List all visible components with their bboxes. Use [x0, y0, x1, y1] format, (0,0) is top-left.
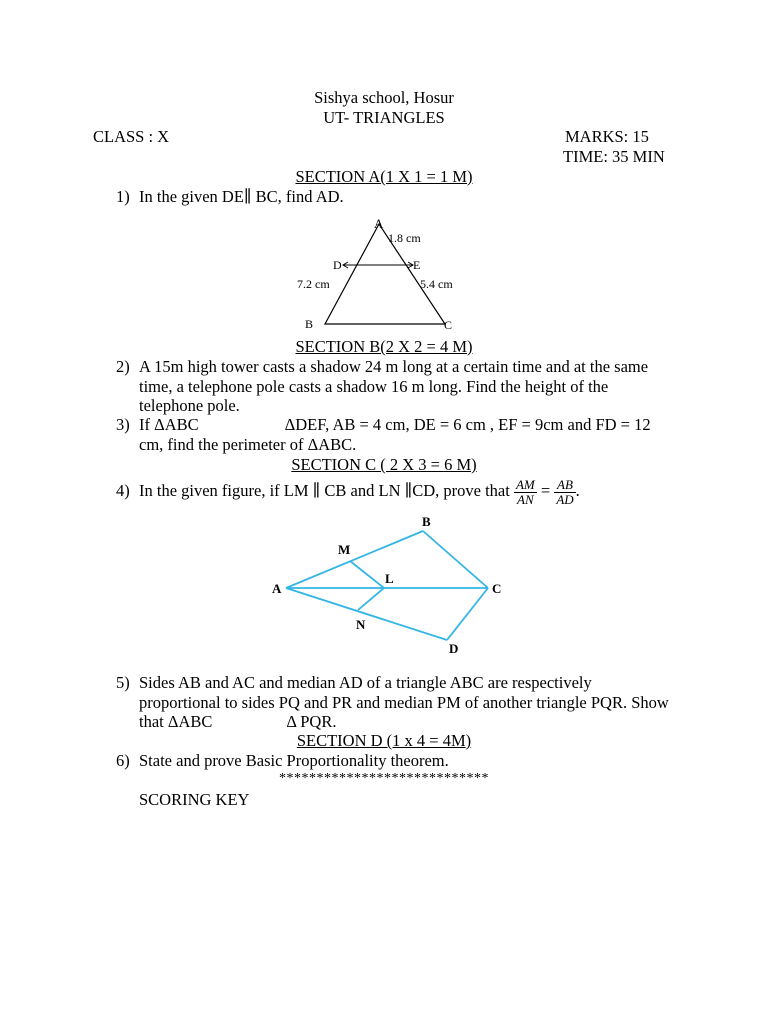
triangle-abc	[325, 224, 445, 324]
question-text	[139, 673, 676, 732]
equals-sign: =	[540, 481, 551, 500]
question-text-main: In the given figure, if LM ∥ CB and LN ∥CD, prove that	[139, 481, 510, 500]
section-c-heading: SECTION C ( 2 X 3 = 6 M)	[291, 455, 477, 474]
fraction-ab-ad	[554, 478, 575, 507]
label-c: C	[492, 581, 502, 596]
label-c: C	[444, 318, 453, 332]
question-text: In the given DE∥ BC, find AD.	[139, 187, 344, 206]
question-4	[116, 476, 676, 507]
fraction-numerator: AM	[515, 476, 535, 492]
section-d-heading: SECTION D (1 x 4 = 4M)	[296, 731, 472, 750]
fraction-numerator: AB	[554, 478, 575, 493]
measure-1-8: 1.8 cm	[388, 231, 421, 245]
scoring-key-heading: SCORING KEY	[139, 790, 250, 809]
fraction-denominator: AD	[556, 491, 574, 507]
label-b: B	[422, 514, 431, 529]
line-ml	[350, 561, 384, 588]
question-text	[139, 476, 676, 507]
question-text: A 15m high tower casts a shadow 24 m long at a certain time and at the same time, a telephone pole casts a shadow 16 m long. Find the height of the telephone pole.	[139, 357, 649, 415]
label-b: B	[305, 317, 314, 331]
question-text	[139, 415, 676, 454]
line-ln	[358, 588, 384, 610]
label-n: N	[356, 617, 366, 632]
quadrilateral-figure-2	[262, 510, 512, 660]
question-number: 2)	[116, 357, 130, 376]
line-ad	[286, 588, 447, 640]
question-text: State and prove Basic Proportionality theorem.	[139, 751, 449, 770]
measure-7-2: 7.2 cm	[297, 277, 330, 291]
separator-line: ****************************	[279, 771, 489, 786]
question-number: 6)	[116, 751, 130, 770]
question-number: 5)	[116, 673, 130, 692]
question-3	[116, 415, 676, 454]
label-m: M	[338, 542, 351, 557]
label-a: A	[374, 216, 384, 231]
question-1	[116, 187, 676, 207]
question-2	[116, 357, 676, 416]
time-label: TIME: 35 MIN	[563, 147, 665, 166]
label-l: L	[385, 571, 394, 586]
question-6	[116, 751, 676, 771]
question-text-part-b: ΔDEF, AB = 4 cm, DE = 6 cm , EF = 9cm and FD = 12 cm, find the perimeter of ΔABC.	[139, 415, 651, 454]
question-number: 3)	[116, 415, 130, 434]
class-label: CLASS : X	[93, 127, 170, 146]
measure-5-4: 5.4 cm	[420, 277, 453, 291]
label-d: D	[449, 641, 459, 656]
school-name: Sishya school, Hosur	[314, 88, 454, 107]
label-e: E	[413, 258, 421, 272]
fraction-denominator: AN	[517, 491, 534, 507]
question-number: 4)	[116, 481, 130, 500]
line-dc	[447, 588, 488, 640]
section-a-heading: SECTION A(1 X 1 = 1 M)	[295, 167, 473, 186]
fraction-am-an	[514, 478, 537, 507]
question-text-part-b: Δ PQR.	[286, 712, 337, 731]
question-number: 1)	[116, 187, 130, 206]
question-5	[116, 673, 676, 732]
line-bc	[423, 531, 488, 588]
line-ab	[286, 531, 423, 588]
question-text-part-a: If ΔABC	[139, 415, 199, 434]
triangle-figure-1	[285, 212, 475, 337]
test-title: UT- TRIANGLES	[323, 108, 445, 127]
marks-label: MARKS: 15	[565, 127, 649, 146]
question-text-part-a: Sides AB and AC and median AD of a triangle ABC are respectively proportional to sides PQ and PR and median PM of another triangle PQR. Show that ΔABC	[139, 673, 669, 731]
label-a: A	[272, 581, 282, 596]
label-d: D	[333, 258, 342, 272]
period: .	[575, 481, 580, 500]
section-b-heading: SECTION B(2 X 2 = 4 M)	[295, 337, 473, 356]
